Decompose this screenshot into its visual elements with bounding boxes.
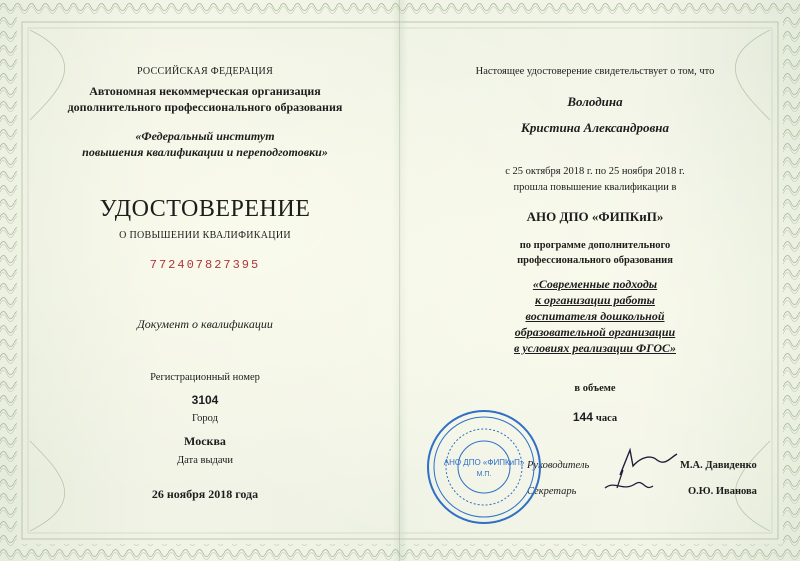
- secretary-label: Секретарь: [527, 486, 577, 497]
- org-line-1: Автономная некоммерческая организация: [89, 84, 321, 98]
- volume-value: 144: [572, 410, 593, 424]
- holder-name: Кристина Александровна: [521, 120, 669, 135]
- center-fold: [399, 0, 401, 561]
- org-short-name: АНО ДПО «ФИПКиП»: [526, 209, 664, 224]
- issue-date: 26 ноября 2018 года: [151, 487, 259, 501]
- head-label: Руководитель: [527, 460, 590, 471]
- stamp-mp: М.П.: [476, 471, 492, 478]
- city: Москва: [184, 434, 226, 448]
- org-line-2: дополнительного профессионального образования: [67, 100, 343, 114]
- stamp-text: АНО ДПО «ФИПКиП»: [443, 458, 525, 467]
- country-label: РОССИЙСКАЯ ФЕДЕРАЦИЯ: [136, 66, 274, 77]
- program-line-1: по программе дополнительного: [519, 240, 671, 251]
- course-line-2: к организации работы: [534, 293, 656, 307]
- reg-number: 3104: [191, 393, 219, 407]
- training-passed: прошла повышение квалификации в: [513, 182, 677, 193]
- signatures: [595, 440, 685, 500]
- volume-label: в объеме: [574, 383, 616, 394]
- institute-line-2: повышения квалификации и переподготовки»: [82, 145, 328, 159]
- reg-number-label: Регистрационный номер: [150, 372, 260, 383]
- course-line-3: воспитателя дошкольной: [525, 309, 665, 323]
- serial-number: 772407827395: [149, 258, 261, 272]
- head-name: М.А. Давиденко: [680, 460, 757, 471]
- city-label: Город: [192, 413, 218, 424]
- intro-text: Настоящее удостоверение свидетельствует о том, что: [475, 66, 715, 77]
- institute-line-1: «Федеральный институт: [135, 129, 275, 143]
- course-line-5: в условиях реализации ФГОС»: [513, 341, 677, 355]
- secretary-name: О.Ю. Иванова: [688, 486, 757, 497]
- course-line-1: «Современные подходы: [532, 277, 658, 291]
- holder-surname: Володина: [567, 94, 623, 109]
- course-line-4: образовательной организации: [514, 325, 676, 339]
- issue-date-label: Дата выдачи: [176, 455, 234, 466]
- document-title: УДОСТОВЕРЕНИЕ: [99, 196, 311, 222]
- volume-unit: часа: [595, 413, 618, 424]
- training-period: с 25 октября 2018 г. по 25 ноября 2018 г.: [505, 166, 685, 177]
- document-subtitle: О ПОВЫШЕНИИ КВАЛИФИКАЦИИ: [119, 230, 291, 241]
- document-type: Документ о квалификации: [137, 317, 273, 331]
- program-line-2: профессионального образования: [517, 255, 673, 266]
- official-stamp: [425, 408, 543, 526]
